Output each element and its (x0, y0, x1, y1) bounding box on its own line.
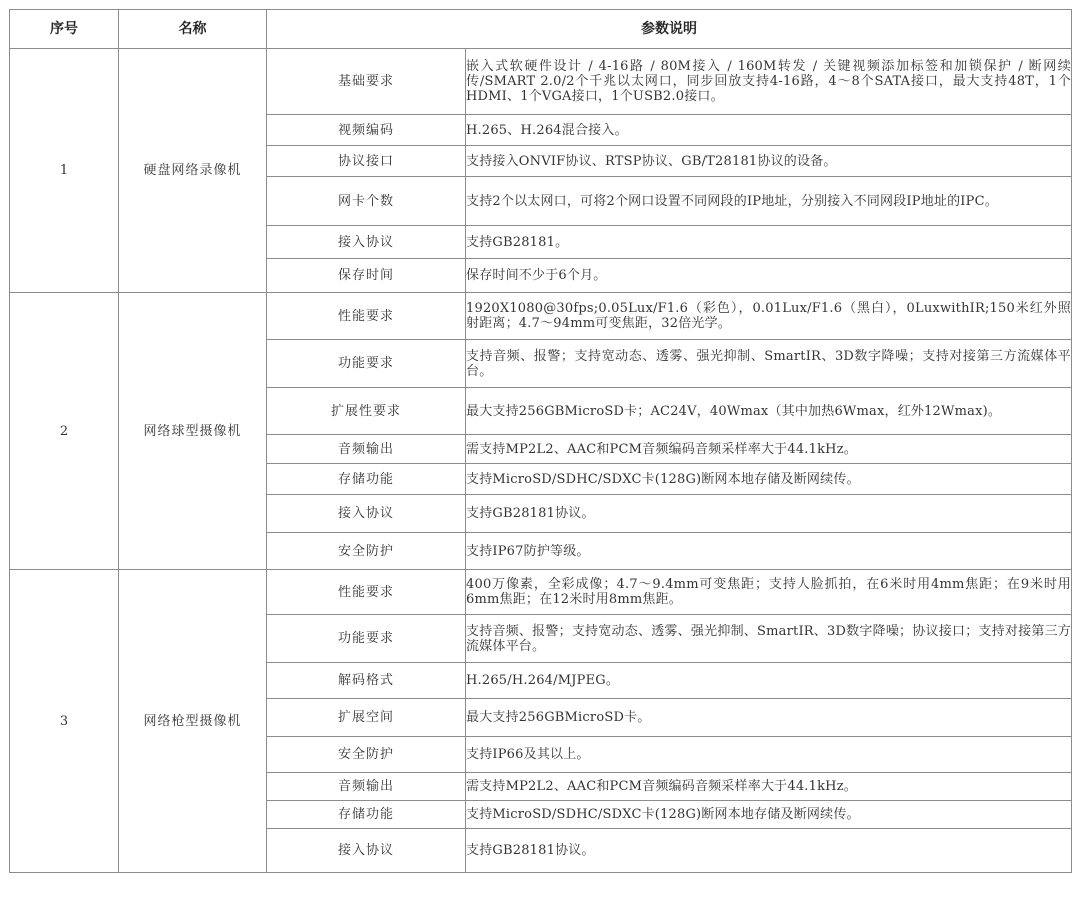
group-number: 2 (10, 293, 119, 570)
device-name: 硬盘网络录像机 (119, 49, 267, 293)
param-item: 保存时间 (267, 259, 466, 293)
param-item: 性能要求 (267, 293, 466, 340)
param-item: 扩展空间 (267, 699, 466, 737)
param-item: 接入协议 (267, 495, 466, 533)
param-desc: 支持2个以太网口，可将2个网口设置不同网段的IP地址，分别接入不同网段IP地址的IPC。 (466, 177, 1072, 226)
param-item: 功能要求 (267, 340, 466, 388)
param-desc: 400万像素，全彩成像；4.7～9.4mm可变焦距；支持人脸抓拍，在6米时用4mm焦距；在9米时用6mm焦距；在12米时用8mm焦距。 (466, 570, 1072, 615)
header-row (10, 10, 1072, 49)
param-desc: 最大支持256GBMicroSD卡；AC24V，40Wmax（其中加热6Wmax，红外12Wmax)。 (466, 388, 1072, 435)
header-desc: 参数说明 (267, 10, 1072, 49)
param-desc: H.265、H.264混合接入。 (466, 115, 1072, 146)
param-desc: 支持IP66及其以上。 (466, 737, 1072, 773)
param-desc: 支持IP67防护等级。 (466, 533, 1072, 570)
param-item: 安全防护 (267, 737, 466, 773)
param-desc: 支持音频、报警；支持宽动态、透雾、强光抑制、SmartIR、3D数字降噪；协议接口；支持对接第三方流媒体平台。 (466, 615, 1072, 663)
param-item: 音频输出 (267, 435, 466, 464)
param-item: 存储功能 (267, 464, 466, 495)
param-desc: 需支持MP2L2、AAC和PCM音频编码音频采样率大于44.1kHz。 (466, 773, 1072, 801)
param-desc: 支持GB28181。 (466, 226, 1072, 259)
param-desc: 支持GB28181协议。 (466, 829, 1072, 873)
param-desc: 保存时间不少于6个月。 (466, 259, 1072, 293)
param-item: 接入协议 (267, 829, 466, 873)
param-item: 基础要求 (267, 49, 466, 115)
param-desc: 最大支持256GBMicroSD卡。 (466, 699, 1072, 737)
header-name: 名称 (119, 10, 267, 49)
param-item: 视频编码 (267, 115, 466, 146)
header-no: 序号 (10, 10, 119, 49)
param-desc: 支持接入ONVIF协议、RTSP协议、GB/T28181协议的设备。 (466, 146, 1072, 177)
param-desc: 支持GB28181协议。 (466, 495, 1072, 533)
param-desc: 1920X1080@30fps;0.05Lux/F1.6（彩色），0.01Lux/F1.6（黑白），0LuxwithIR;150米红外照射距离；4.7～94mm可变焦距，32倍光学。 (466, 293, 1072, 340)
param-item: 性能要求 (267, 570, 466, 615)
group-number: 1 (10, 49, 119, 293)
spec-table (9, 9, 1072, 873)
param-desc: 支持音频、报警；支持宽动态、透雾、强光抑制、SmartIR、3D数字降噪；支持对接第三方流媒体平台。 (466, 340, 1072, 388)
param-item: 存储功能 (267, 801, 466, 829)
param-item: 功能要求 (267, 615, 466, 663)
param-item: 协议接口 (267, 146, 466, 177)
device-name: 网络枪型摄像机 (119, 570, 267, 873)
param-item: 网卡个数 (267, 177, 466, 226)
table-row (10, 293, 1072, 340)
param-item: 接入协议 (267, 226, 466, 259)
table-row (10, 570, 1072, 615)
group-number: 3 (10, 570, 119, 873)
param-desc: 支持MicroSD/SDHC/SDXC卡(128G)断网本地存储及断网续传。 (466, 464, 1072, 495)
param-desc: H.265/H.264/MJPEG。 (466, 663, 1072, 699)
device-name: 网络球型摄像机 (119, 293, 267, 570)
param-item: 安全防护 (267, 533, 466, 570)
param-desc: 支持MicroSD/SDHC/SDXC卡(128G)断网本地存储及断网续传。 (466, 801, 1072, 829)
param-desc: 嵌入式软硬件设计 / 4-16路 / 80M接入 / 160M转发 / 关键视频添加标签和加锁保护 / 断网续传/SMART 2.0/2个千兆以太网口，同步回放支持4-16路，4～8个SATA接口，最大支持48T，1个HDMI、1个VGA接口，1个USB2.0接口。 (466, 49, 1072, 115)
param-item: 音频输出 (267, 773, 466, 801)
param-item: 解码格式 (267, 663, 466, 699)
param-item: 扩展性要求 (267, 388, 466, 435)
param-desc: 需支持MP2L2、AAC和PCM音频编码音频采样率大于44.1kHz。 (466, 435, 1072, 464)
table-row (10, 49, 1072, 115)
